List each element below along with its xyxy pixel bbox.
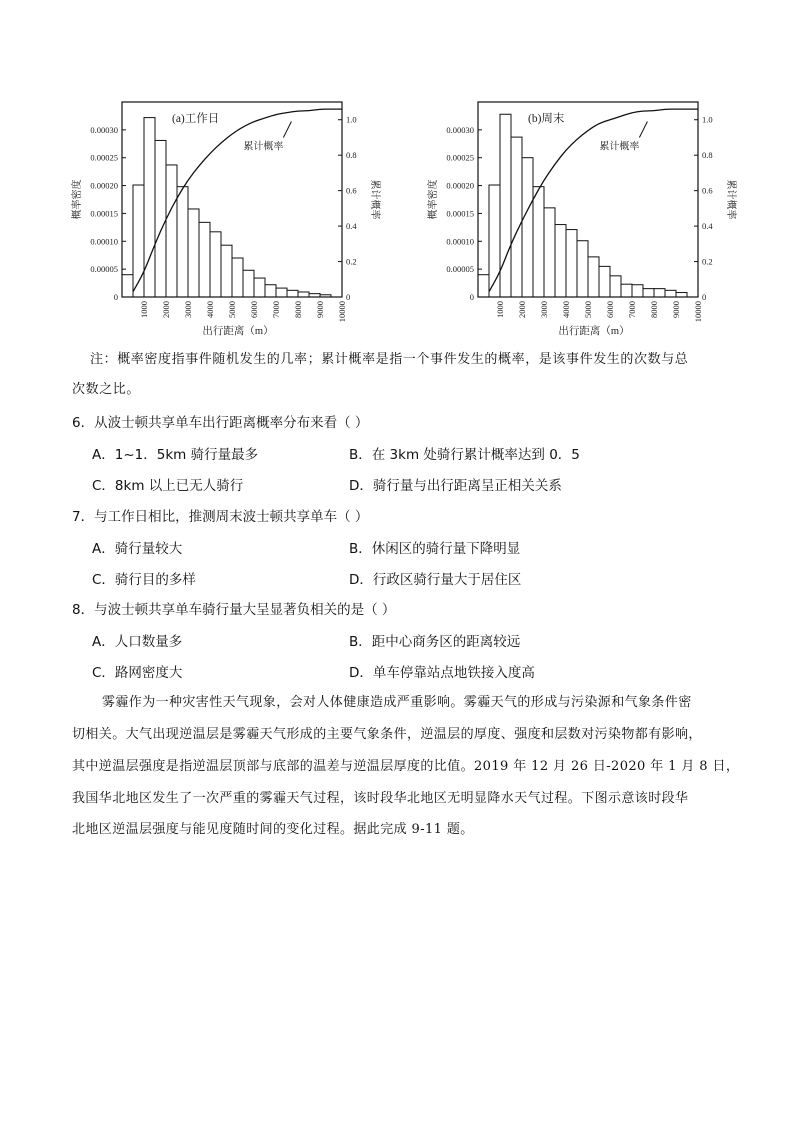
y-axis-title: 概率密度 — [72, 179, 83, 220]
y-tick-label: 0.00015 — [446, 208, 474, 219]
x-tick-label: 8000 — [293, 301, 303, 318]
histogram-bar — [298, 292, 309, 297]
x-tick-label: 4000 — [561, 301, 571, 318]
histogram-bar — [632, 285, 643, 297]
panel-label: (b)周末 — [528, 113, 565, 125]
x-axis-title: 出行距离（m） — [202, 326, 274, 337]
y-tick-label: 0.00005 — [90, 264, 118, 275]
x-tick-label: 3000 — [539, 301, 549, 318]
y2-tick-label: 1.0 — [346, 114, 357, 125]
passage-line-5: 北地区逆温层强度与能见度随时间的变化过程。据此完成 9-11 题。 — [72, 822, 474, 837]
y2-axis-title: 累计概率 — [369, 179, 380, 220]
y2-tick-label: 0.8 — [346, 150, 357, 161]
y2-tick-label: 0 — [702, 292, 707, 302]
y-tick-label: 0.00020 — [446, 180, 474, 191]
y2-tick-label: 0.4 — [346, 221, 357, 232]
x-tick-label: 1000 — [495, 301, 505, 318]
chart-note-line2: 次数之比。 — [72, 382, 141, 397]
histogram-bar — [144, 118, 155, 297]
histogram-bar — [276, 288, 287, 297]
histogram-bar — [500, 114, 511, 297]
chart-note-line1: 注：概率密度指事件随机发生的几率；累计概率是指一个事件发生的概率，是该事件发生的次数与总 — [90, 352, 689, 367]
x-tick-label: 5000 — [583, 301, 593, 318]
y-tick-label: 0.00005 — [446, 264, 474, 275]
y2-tick-label: 1.0 — [702, 114, 713, 125]
histogram-bar — [566, 230, 577, 297]
histogram-bar — [599, 266, 610, 297]
histogram-bar — [665, 290, 676, 297]
curve-annotation: 累计概率 — [243, 141, 284, 153]
question-7-stem: 7．与工作日相比，推测周末波士顿共享单车（ ） — [72, 509, 369, 525]
y2-tick-label: 0.6 — [702, 185, 713, 196]
histogram-bar — [511, 137, 522, 297]
x-tick-label: 6000 — [605, 301, 615, 318]
y2-tick-label: 0.6 — [346, 185, 357, 196]
y-tick-label: 0 — [469, 292, 474, 302]
y2-tick-label: 0.8 — [702, 150, 713, 161]
histogram-bar — [621, 284, 632, 297]
histogram-bar — [588, 257, 599, 297]
histogram-bar — [643, 289, 654, 297]
y2-tick-label: 0 — [346, 292, 351, 302]
x-tick-label: 8000 — [649, 301, 659, 318]
x-tick-label: 9000 — [671, 301, 681, 318]
histogram-bar — [199, 222, 210, 297]
x-axis-title: 出行距离（m） — [558, 326, 630, 337]
y-tick-label: 0 — [113, 292, 118, 302]
passage-line-2: 切相关。大气出现逆温层是雾霾天气形成的主要气象条件，逆温层的厚度、强度和层数对污染物都有影响， — [72, 727, 702, 742]
histogram-bar — [155, 140, 166, 297]
x-tick-label: 4000 — [205, 301, 215, 318]
y-tick-label: 0.00010 — [90, 236, 118, 247]
question-6-option-c[interactable]: C．8km 以上已无人骑行 — [92, 478, 244, 494]
histogram-bar — [232, 258, 243, 297]
passage-line-1: 雾霾作为一种灾害性天气现象，会对人体健康造成严重影响。雾霾天气的形成与污染源和气象条件密 — [102, 695, 692, 710]
histogram-bar — [676, 293, 687, 297]
x-tick-label: 9000 — [315, 301, 325, 318]
histogram-bar — [122, 275, 133, 297]
x-tick-label: 10000 — [337, 301, 347, 323]
y2-axis-title: 累计概率 — [725, 179, 736, 220]
question-7-option-d[interactable]: D．行政区骑行量大于居住区 — [349, 572, 522, 588]
histogram-bar — [533, 187, 544, 297]
y2-tick-label: 0.2 — [702, 256, 713, 267]
question-8-option-d[interactable]: D．单车停靠站点地铁接入度高 — [349, 665, 535, 681]
question-8-option-b[interactable]: B．距中心商务区的距离较远 — [349, 634, 521, 650]
histogram-bar — [133, 185, 144, 297]
histogram-bar — [522, 158, 533, 297]
passage-line-3: 其中逆温层强度是指逆温层顶部与底部的温差与逆温层厚度的比值。2019 年 12 月 26 日-2020 年 1 月 8 日， — [72, 759, 740, 774]
chart-weekend — [418, 96, 748, 341]
x-tick-label: 3000 — [183, 301, 193, 318]
histogram-bar — [654, 289, 665, 297]
curve-annotation: 累计概率 — [599, 141, 640, 153]
histogram-bar — [210, 232, 221, 297]
x-tick-label: 2000 — [161, 301, 171, 318]
question-8-stem: 8．与波士顿共享单车骑行量大呈显著负相关的是（ ） — [72, 602, 396, 618]
y2-tick-label: 0.4 — [702, 221, 713, 232]
question-6-option-b[interactable]: B．在 3km 处骑行累计概率达到 0．5 — [349, 447, 580, 463]
question-7-option-b[interactable]: B．休闲区的骑行量下降明显 — [349, 541, 521, 557]
y-tick-label: 0.00010 — [446, 236, 474, 247]
chart-workday-svg — [62, 96, 392, 341]
x-tick-label: 5000 — [227, 301, 237, 318]
histogram-bar — [177, 187, 188, 297]
histogram-bar — [188, 209, 199, 297]
histogram-bar — [265, 285, 276, 297]
histogram-bar — [478, 275, 489, 297]
histogram-bar — [287, 290, 298, 297]
panel-label: (a)工作日 — [172, 113, 220, 125]
question-7-option-a[interactable]: A．骑行量较大 — [92, 541, 183, 557]
y-tick-label: 0.00020 — [90, 180, 118, 191]
annotation-leader — [283, 122, 291, 138]
histogram-bar — [610, 276, 621, 297]
x-tick-label: 7000 — [627, 301, 637, 318]
histogram-bar — [544, 208, 555, 297]
y2-tick-label: 0.2 — [346, 256, 357, 267]
y-tick-label: 0.00030 — [446, 124, 474, 135]
question-8-option-c[interactable]: C．路网密度大 — [92, 665, 183, 681]
y-tick-label: 0.00015 — [90, 208, 118, 219]
x-tick-label: 6000 — [249, 301, 259, 318]
passage-line-4: 我国华北地区发生了一次严重的雾霾天气过程，该时段华北地区无明显降水天气过程。下图示意该时段华 — [72, 791, 689, 806]
question-6-stem: 6．从波士顿共享单车出行距离概率分布来看（ ） — [72, 415, 369, 431]
histogram-bar — [555, 225, 566, 297]
y-axis-title: 概率密度 — [428, 179, 439, 220]
question-7-option-c[interactable]: C．骑行目的多样 — [92, 572, 196, 588]
histogram-bar — [166, 165, 177, 297]
histogram-bar — [577, 241, 588, 297]
x-tick-label: 2000 — [517, 301, 527, 318]
x-tick-label: 7000 — [271, 301, 281, 318]
histogram-bar — [243, 270, 254, 297]
question-6-option-d[interactable]: D．骑行量与出行距离呈正相关关系 — [349, 478, 562, 494]
chart-workday — [62, 96, 392, 341]
y-tick-label: 0.00025 — [90, 152, 118, 163]
y-tick-label: 0.00025 — [446, 152, 474, 163]
histogram-bar — [254, 278, 265, 297]
question-6-option-a[interactable]: A．1~1．5km 骑行量最多 — [92, 447, 259, 463]
histogram-bar — [489, 185, 500, 297]
y-tick-label: 0.00030 — [90, 124, 118, 135]
x-tick-label: 10000 — [693, 301, 703, 323]
annotation-leader — [639, 122, 647, 138]
x-tick-label: 1000 — [139, 301, 149, 318]
question-8-option-a[interactable]: A．人口数量多 — [92, 634, 183, 650]
chart-weekend-svg — [418, 96, 748, 341]
histogram-bar — [221, 245, 232, 297]
